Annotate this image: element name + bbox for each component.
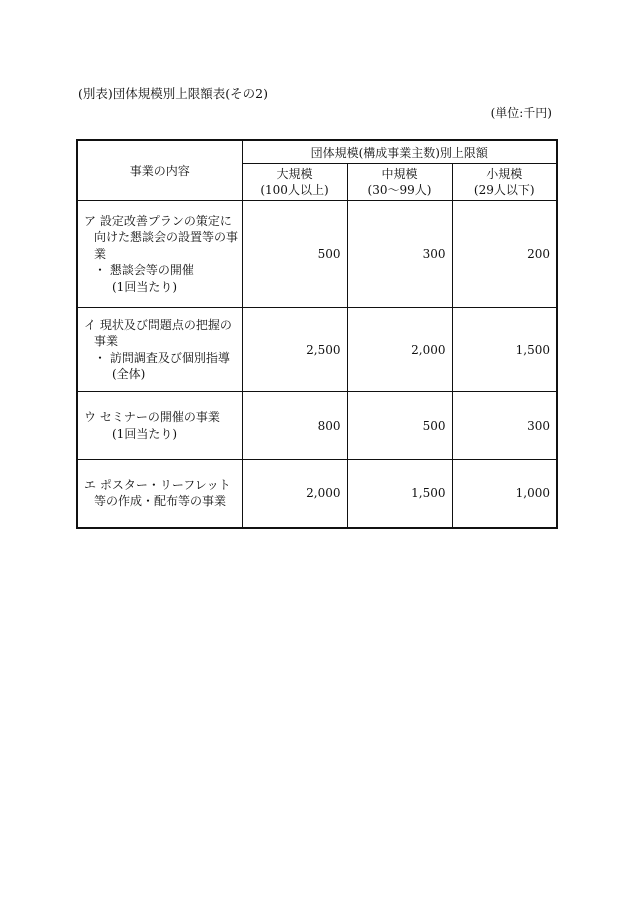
size-name: 大規模 [276,167,313,181]
content-line: 事業 [94,334,119,348]
value-medium: 500 [347,392,452,460]
content-cell [77,308,242,392]
content-line: ・ 懇談会等の開催 [94,263,194,278]
value-large: 2,000 [242,460,347,528]
value-large: 800 [242,392,347,460]
table-row [77,201,557,308]
header-size-small [452,164,557,201]
size-name: 中規模 [381,167,418,181]
size-range: (30〜99人) [367,183,432,197]
header-size-medium [347,164,452,201]
content-line: 等の作成・配布等の事業 [94,494,227,509]
table-row [77,392,557,460]
content-line: 向けた懇談会の設置等の事 [94,230,239,245]
content-line: イ 現状及び問題点の把握の [84,317,232,332]
content-line: 業 [94,246,107,261]
value-small: 1,500 [452,308,557,392]
content-line: (全体) [112,367,146,381]
header-content: 事業の内容 [77,140,242,201]
content-cell [77,460,242,528]
size-name: 小規模 [486,167,523,181]
content-line: ・ 訪問調査及び個別指導 [94,350,230,365]
value-medium: 2,000 [347,308,452,392]
unit-label: (単位:千円) [490,106,552,120]
content-cell [77,392,242,460]
value-small: 300 [452,392,557,460]
value-small: 1,000 [452,460,557,528]
content-line: ウ セミナーの開催の事業 [84,410,220,424]
table-row [77,308,557,392]
content-line: ア 設定改善プランの策定に [84,213,232,228]
value-large: 2,500 [242,308,347,392]
fee-table [76,139,558,529]
content-line: (1回当たり) [112,426,177,441]
header-group: 団体規模(構成事業主数)別上限額 [242,140,557,164]
header-row-group [77,140,557,164]
value-large: 500 [242,201,347,308]
size-range: (100人以上) [260,183,329,197]
value-medium: 300 [347,201,452,308]
content-line: (1回当たり) [112,279,177,294]
size-range: (29人以下) [473,183,535,197]
header-size-large [242,164,347,201]
table-row [77,460,557,528]
value-small: 200 [452,201,557,308]
content-line: エ ポスター・リーフレット [84,477,231,492]
document-title: (別表)団体規模別上限額表(その2) [78,86,268,101]
content-cell [77,201,242,308]
value-medium: 1,500 [347,460,452,528]
